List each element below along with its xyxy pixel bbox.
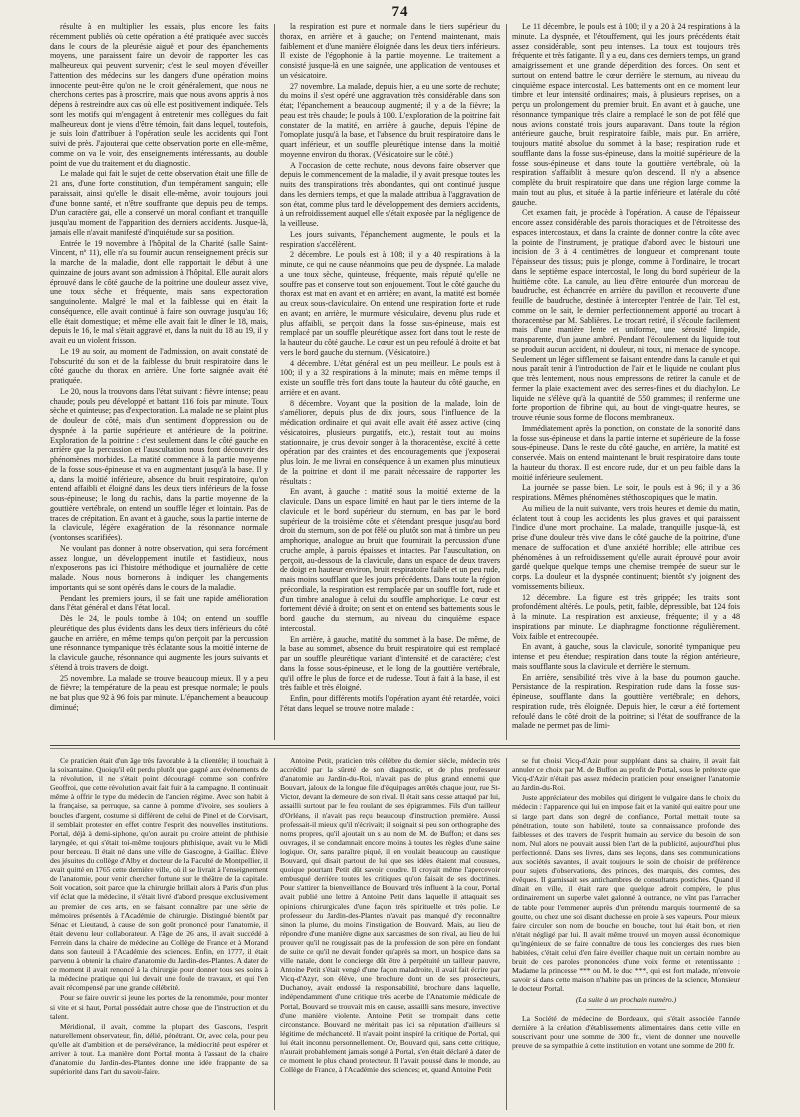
section-divider	[50, 745, 740, 746]
paragraph: 2 décembre. Le pouls est à 108; il y a 40 respirations à la minute, ce qui ne cause néanmoins que peu de dyspnée. La malade a une toux sèche, quinteuse, fréquente, mais réputé qu'elle ne souffre pas et conserve tout son enjouement. Tout le côté gauche du thorax est mat en avant et en arrière; en avant, la matité est bornée au creux sous-claviculaire. On entend une respiration forte et rude en avant; en arrière, le murmure vésiculaire, devenu plus rude et plus affaibli, se perçoit dans la fosse sus-épineuse, mais est remplacé par un souffle pleurétique assez fort dans tout le reste de la hauteur du côté gauche. Le cœur est un peu refoulé à droite et bat vers le bord gauche du sternum. (Vésicatoire.)	[280, 250, 500, 357]
paragraph: Ne voulant pas donner à notre observation, qui sera forcément assez longue, un développement inutile et fastidieux, nous n'exposerons pas ici l'histoire méthodique et journalière de cette malade. Nous nous bornerons à indiquer les changements importants qui se sont opérés dans le cours de la maladie.	[50, 543, 268, 592]
column-divider	[506, 758, 507, 1110]
section-divider	[50, 748, 740, 749]
paragraph: Le malade qui fait le sujet de cette observation était une fille de 21 ans, d'une forte constitution, d'un tempérament sanguin; elle paraissait, ainsi qu'elle le disait elle-même, avoir toujours joui d'une bonne santé, et n'être souffrante que depuis peu de temps. D'un caractère gai, elle a conservé un moral confiant et tranquille jusqu'au moment de l'apparition des derniers accidents. Jusque-là, jamais elle n'avait manifesté d'inquiétude sur sa position.	[50, 169, 268, 237]
paragraph: 12 décembre. La figure est très grippée; les traits sont profondément altérés. Le pouls, petit, faible, dépressible, bat 124 fois à la minute. La respiration est anxieuse, fréquente; il y a 48 inspirations par minute. Le diaphragme fonctionne régulièrement. Voix faible et entrecoupée.	[512, 592, 740, 641]
paragraph: Entrée le 19 novembre à l'hôpital de la Charité (salle Saint-Vincent, nº 11), elle n'a su fournir aucun renseignement précis sur la marche de la maladie, dont elle rapportait le début à une quinzaine de jours avant son admission à l'hôpital. Elle aurait alors éprouvé dans le côté gauche de la poitrine une douleur assez vive, une toux sèche et fréquente, mais sans expectoration sanguinolente. Malgré le mal et la faiblesse qui en était la conséquence, elle avait continué à faire son ouvrage jusqu'au 16; elle était domestique; et même elle avait fait le dîner le 18, mais, depuis le 16, le mal s'était aggravé et, dans la nuit du 18 au 19, il y avait eu un violent frisson.	[50, 238, 268, 345]
paragraph: Pour se faire ouvrir si jeune les portes de la renommée, pour monter si vite et si haut, Portal possédait autre chose que de l'instruction et du talent.	[50, 993, 268, 1021]
paragraph: la respiration est pure et normale dans le tiers supérieur du thorax, en arrière et à gauche; on l'entend maintenant, mais faiblement et d'une manière éloignée dans les deux tiers inférieurs. Il existe de l'égophonie à la partie moyenne. Le traitement a consisté jusque-là en une saignée, une application de ventouses et un vésicatoire.	[280, 22, 500, 80]
paragraph: Dès le 24, le pouls tombe à 104; on entend un souffle pleurétique des plus évidents dans les deux tiers inférieurs du côté gauche en arrière, en même temps qu'on perçoit par la percussion une résonnance tympanique très éclatante sous la moitié interne de la clavicule gauche, résonnance qui augmente les jours suivants et s'étend à trois travers de doigt.	[50, 614, 268, 672]
feuilleton-column-2	[280, 756, 500, 1112]
feuilleton	[0, 756, 800, 1112]
paragraph: Au milieu de la nuit suivante, vers trois heures et demie du matin, éclatent tout à coup les accidents les plus graves et qui paraissent l'indice d'une mort prochaine. La malade, tranquille jusque-là, est prise d'une douleur très vive dans le côté gauche de la poitrine, d'une menace de suffocation et d'une anxiété horrible; elle attribue ces phénomènes à un refroidissement qu'elle aurait éprouvé pour avoir gardé quelque quelque temps une chemise trempée de sueur sur le corps. La douleur et la dyspnée continuent; bientôt s'y joignent des vomissements bilieux.	[512, 503, 740, 591]
column-divider	[506, 24, 507, 740]
paragraph: En arrière, sensibilité très vive à la base du poumon gauche. Persistance de la respiration. Respiration rude dans la fosse sus-épineuse, soufflante dans la gouttière vertébrale; en dehors, respiration rude, très éloignée. Depuis hier, le cœur a été fortement refoulé dans le côté droit de la poitrine; si l'état de souffrance de la malade ne permet pas de limi-	[512, 672, 740, 731]
article-column-2	[280, 22, 500, 740]
continuation-note: (La suite à un prochain numéro.)	[575, 995, 677, 1005]
paragraph: La journée se passe bien. Le soir, le pouls est à 96; il y a 36 respirations. Mêmes phénomènes stéthoscopiques que le matin.	[512, 483, 740, 502]
paragraph: Le 19 au soir, au moment de l'admission, on avait constaté de l'obscurité du son et de la faiblesse du bruit respiratoire dans le côté gauche du thorax en arrière. Une forte saignée avait été pratiquée.	[50, 346, 268, 385]
paragraph: se fut choisi Vicq-d'Azir pour suppléant dans sa chaire, il avait fait annuler ce choix par M. de Buffon au profit de Portal, sous le prétexte que Vicq-d'Azir n'était pas assez médecin praticien pour enseigner l'anatomie au Jardin-du-Roi.	[512, 756, 740, 793]
short-divider	[586, 1009, 666, 1010]
feuilleton-column-1	[50, 756, 268, 1112]
article-column-3	[512, 22, 740, 740]
paragraph: résulte à en multiplier les essais, plus encore les faits récemment publiés où cette opération a été pratiquée avec succès dans le cours de la pleurésie aiguë et pour des épanchements moyens, une paraissent faire un devoir de rapporter les cas malheureux qui peuvent survenir; c'est le seul moyen d'éveiller l'attention des médecins sur les dangers d'une opération moins innocente peut-être qu'on ne le croit généralement, que nous ne cherchons certes pas à proscrire, mais que nous avons appris à nos dépens à restreindre aux cas où elle est positivement indiquée. Tels sont les motifs qui m'engagent à entretenir mes collègues du fait malheureux dont je viens d'être témoin, fait dans lequel, toutefois, je suis loin d'attribuer à l'opération seule les accidents qui l'ont suivi de près. J'ajouterai que cette observation porte en elle-même, comme on va le voir, des enseignements intéressants, au double point de vue du traitement et du diagnostic.	[50, 22, 268, 168]
article-column-1	[50, 22, 268, 740]
paragraph: 27 novembre. La malade, depuis hier, a eu une sorte de rechute; du moins il s'est opéré une aggravation très considérable dans son état; l'épanchement a beaucoup augmenté; il y a de la fièvre; la peau est très chaude; le pouls à 100. L'exploration de la poitrine fait constater de la matité, en arrière à gauche, depuis l'épine de l'omoplate jusqu'à la base, et l'absence du bruit respiratoire dans le quart inférieur, et un souffle pleurétique intense dans la moitié moyenne environ du thorax. (Vésicatoire sur le côté.)	[280, 81, 500, 159]
paragraph: Antoine Petit, praticien très célèbre du dernier siècle, médecin très accrédité par la sûreté de son diagnostic, et de plus professeur d'anatomie au Jardin-du-Roi, n'avait pas de plus grand ennemi que Bouvart, jaloux de la longue file d'équipages arrêtés chaque jour, rue St-Victor, devant la demeure de son rival. Il était sans cesse attaqué par lui, assailli surtout par le feu roulant de ses épigrammes. Fils d'un tailleur d'Orléans, il n'avait pas reçu beaucoup d'instruction première. Aussi professait-il mieux qu'il n'écrivait; il soignait si peu son orthographe des noms propres, qu'il ajoutait un s au nom de M. de Buffon; et dans ses ouvrages, il se condamnait encore moins à toutes les règles d'une saine logique. Or, sans paraître piqué, il en voulait beaucoup au caustique Bouvard, qui disait partout de lui que ses idées étaient mal cousues, quoique pourtant Petit dût savoir coudre. Il croyait même l'apercevoir embusqué derrière toutes les critiques qu'on faisait de ses doctrines. Pour s'attirer la bienveillance de Bouvard très influent à la cour, Portal avait publié une lettre à Antoine Petit dans laquelle il attaquait ses opinions chirurgicales d'une façon très spirituelle et très polie. Le professeur du Jardin-des-Plantes n'avait pas manqué d'y reconnaître sinon la plume, du moins l'instigation de Bouvard. Mais, au lieu de répondre d'une manière digne aux sarcasmes de son rival, au lieu de lui prouver qu'il ne rougissait pas de la profession de son père en fondant de suite ce qu'il ne devait fonder qu'après sa mort, un hospice dans sa ville natale, dont le concierge dût être à perpétuité un tailleur pauvre, Antoine Petit s'était vengé d'une façon maladroite, il avait fait écrire par Vicq-d'Azyr, son élève, une brochure dont un de ses prosecteurs, Duchanoy, avait endossé la responsabilité, brochure dans laquelle, indépendamment d'une critique très acerbe de l'Anatomie médicale de Portal, Bouvard se trouvait mis en cause, assailli sans mesure, invective d'une manière violente. Antoine Petit se trompait dans cette circonstance. Bouvard ne méritait pas ici sa réputation d'ailleurs si légitime de méchanceté. Il n'avait point inspiré la critique de Portal, qui lui était inconnu personnellement. Or, Bouvard qui, sans cette critique, n'aurait probablement jamais songé à Portal, s'en était déclaré à dater de ce moment le plus chaud protecteur. Il l'avait poussé dans le monde, au Collège de France, à l'Académie des sciences; et, quand Antoine Petit	[280, 756, 500, 1075]
page-number: 74	[391, 4, 409, 20]
paragraph: Enfin, pour différents motifs l'opération ayant été retardée, voici l'état dans lequel se trouve notre malade :	[280, 694, 500, 713]
paragraph: Les jours suivants, l'épanchement augmente, le pouls et la respiration s'accélèrent.	[280, 229, 500, 249]
paragraph: Méridional, il avait, comme la plupart des Gascons, l'esprit naturellement observateur, fin, délié, pénétrant. Or, avec cela, pour peu qu'elle ait d'ambition et de persévérance, la médiocrité peut espérer et arriver à tout. La manière dont Portal monta à l'assaut de la chaire d'anatomie du Jardin-des-Plantes donne une idée frappante de sa supériorité dans l'art du savoir-faire.	[50, 1021, 268, 1077]
paragraph: Immédiatement après la ponction, on constate de la sonorité dans la fosse sus-épineuse et dans la partie interne et supérieure de la fosse sous-épineuse. Dans le reste du côté gauche, en arrière, la matité est conservée. Mais on entend maintenant le bruit respiratoire dans toute la hauteur du thorax. Il est encore rude, dur et un peu faible dans la moitié inférieure seulement.	[512, 423, 740, 482]
paragraph: Cet examen fait, je procède à l'opération. A cause de l'épaisseur encore assez considérable des parois thoraciques et de l'étroitesse des espaces intercostaux, et dans la crainte de donner contre la côte avec la pointe de l'instrument, je pratique d'abord avec le bistouri une incision de 3 à 4 centimètres de longueur et comprenant toute l'épaisseur des tissus; puis je plonge, comme à l'ordinaire, le trocart dans le septième espace intercostal, le long du bord supérieur de la huitième côte. La canule, au lieu d'être entourée d'un morceau de baudruche, est échancrée en arrière du pavillon et recouverte d'une feuille de baudruche, destinée à intercepter l'entrée de l'air. Tel est, comme on le sait, le dernier perfectionnement apporté au trocart à thoracentèse par M. Sablières. Le trocart retiré, il s'écoule facilement mais d'une manière lente et uniforme, une sérosité limpide, transparente, d'un jaune ambré. Pendant l'écoulement du liquide tout se produit aucun accident, ni douleur, ni toux, ni menace de syncope. Seulement un léger sifflement se faisant entendre dans la canule et qui nous paraît tenir à l'introduction de l'air et le liquide ne coulant plus que très lentement, nous nous empressons de retirer la canule et de fermer la plaie exactement avec des serres-fines et du diachylon. Le liquide ne s'élève qu'à la quantité de 550 grammes; il renferme une forte proportion de fibrine qui, au bout de vingt-quatre heures, se trouve réunie sous forme de flocons membraneux.	[512, 208, 740, 422]
paragraph: Ce praticien était d'un âge très favorable à la clientèle; il touchait à la soixantaine. Quoiqu'il eût perdu plutôt que gagné aux événements de la révolution, il ne s'était point découragé comme son confrère Geoffroi, que cette révolution avait fait fuir à la campagne. Il continuait même à offrir le type du médecin de l'ancien régime. Avec son habit à la française, sa perruque, sa canne à pomme d'ivoire, ses souliers à boucles d'argent, costume si différent de celui de Pinel et de Corvisart, il semblait protester en effet contre l'esprit des nouvelles institutions. Portal, déjà à demi-siphone, qu'on aurait pu croire atteint de phthisie laryngée, et qui s'était toi-même toujours phthisique, avait vu le Midi pour berceau. Il était né dans une ville de Gascogne, à Gaillac. Élève des jésuites du collège d'Alby et docteur de la Faculté de Montpellier, il avait quitté en 1765 cette dernière ville, où il se livrait à l'enseignement de l'anatomie, pour venir chercher fortune sur le théâtre de la capitale. Soit vocation, soit parce que la chirurgie brillait alors à Paris d'un plus vif éclat que la médecine, il s'était livré d'abord presque exclusivement au premier de ces arts, en se faisant connaître par une série de mémoires présentés à l'Académie de chirurgie. Distingué bientôt par Sénac et Lieutaud, à cause de son goût prononcé pour l'anatomie, il était devenu leur collaborateur. A l'âge de 26 ans, il avait succédé à Ferrein dans la chaire de médecine au Collège de France et à Morand dans son fauteuil à l'Académie des sciences. Enfin, en 1777, il était parvenu à obtenir la chaire d'anatomie du Jardin-des-Plantes. A dater de ce moment il avait renoncé à la chirurgie pour donner tous ses soins à la médecine pratique qui lui devait une foule de travaux, et qui l'en avait récompensé par une grande célébrité.	[50, 756, 268, 993]
paragraph: 8 décembre. Voyant que la position de la malade, loin de s'améliorer, depuis plus de dix jours, sous l'influence de la médication ordinaire et qui avait elle avait été assez active (cinq vésicatoires, plusieurs purgatifs, etc.), restait tout au moins stationnaire, je crus devoir songer à la thoracentèse, excité à cette opération par des craintes et des encouragements que j'exposerai plus loin. Je me livrai en conséquence à un examen plus minutieux de la poitrine et dont il me parait nécessaire de rapporter les résultats :	[280, 398, 500, 486]
paragraph: Le 11 décembre, le pouls est à 100; il y a 20 à 24 respirations à la minute. La dyspnée, et l'étouffement, qui les jours précédents était assez considérable, sont peu intenses. La toux est toujours très fréquente et très fatigante. Il y a eu, dans ces derniers temps, un grand amaigrissement et une grande déperdition des forces. On sent et surtout on entend battre le cœur derrière le sternum, au niveau du cinquième espace intercostal. Les battements ont en ce moment leur timbre et leur intensité ordinaires; mais, à plusieurs reprises, on a perçu un prolongement du premier bruit. En avant et à gauche, une résonnance tympanique très claire a remplacé le son de pot fêlé que nous avions constaté trois jours auparavant. Dans toute la région antérieure gauche, bruit respiratoire faible, mais pur. En arrière, toujours matité absolue du sommet à la base; respiration rude et soufflante dans la fosse sus-épineuse, dans la moitié supérieure de la fosse sous-épineuse et dans toute la gouttière vertébrale, où la respiration s'affaiblit à mesure qu'on descend. Il n'y a absence complète du bruit respiratoire que dans une région large comme la main tout au plus, et située à la partie inférieure et latérale du côté gauche.	[512, 22, 740, 207]
paragraph: Le 20, nous la trouvons dans l'état suivant : fièvre intense; peau chaude; pouls peu développé et battant 116 fois par minute. Toux sèche et quinteuse; pas d'expectoration. La malade ne se plaint plus de douleur de côté, mais d'un sentiment d'oppression ou de dyspnée à la partie supérieure et antérieure de la poitrine. Exploration de la poitrine : c'est seulement dans le côté gauche en arrière que la percussion et l'auscultation nous font découvrir des phénomènes morbides. La matité commence à la partie moyenne de la fosse sous-épineuse et va en augmentant jusqu'à la base. Il y a, dans la moitié inférieure, absence du bruit respiratoire, qu'on entend affaibli et éloigné dans les deux tiers inférieurs de la fosse sous-épineuse; le long du rachis, dans la partie moyenne de la gouttière vertébrale, on entend un souffle léger et lointain. Pas de traces de crépitation. En avant et à gauche, sous la partie interne de la clavicule, légère exagération de la résonnance normale (vontonses scarifiées).	[50, 386, 268, 542]
paragraph: Juste appréciateur des mobiles qui dirigent le vulgaire dans le choix du médecin : l'apparence qui lui en impose fait et la vanité qui eaitre pour une si large part dans son degré de confiance, Portal mettait toute sa pénétration, toute son habileté, toute sa connaissance profonde des faiblesses et des travers de l'esprit humain au service du besoin de son nom. Nul alors ne pouvait aussi bien l'art de la publicité, aujourd'hui plus perfectionné. Dans ses livres, dans ses leçons, dans ses communications aux sociétés savantes, il avait toujours le soin de choisir de préférence pour sujets d'observations, des princes, des marquis, des comtes, des évêques. Il garnissait ses antichambres de consultants postiches. Quand il dînait en ville, il était rare que quelque adroit compère, le plus ordinairement un superbe valet galonné à outrance, ne vînt pas l'arracher de table pour l'emmener auprès d'un prétendu marquis tourmenté de sa goutte, ou chez une soi disant duchesse en proie à ses vapeurs. Pour mieux faire circuler son nom de bouche en bouche, tout lui était bon, et rien n'était négligé par lui. Il avait même trouvé un moyen aussi économique qu'ingénieux de se faire connaître de tous les concierges des rues bien habitées, c'était celui d'en faire éveiller chaque nuit un certain nombre au bruit de ces paroles prononcées d'une voix ferme et retentissante : Madame la princesse *** ou M. le duc ***, qui est fort malade, m'envoie savoir si dans cette maison n'habite pas un princes de la science, Monsieur le docteur Portal.	[512, 793, 740, 994]
paragraph: Pendant les premiers jours, il se fait une rapide amélioration dans l'état général et dans l'état local.	[50, 593, 268, 613]
paragraph: 25 novembre. La malade se trouve beaucoup mieux. Il y a peu de fièvre; la température de la peau est presque normale; le pouls ne bat plus que 92 à 96 fois par minute. L'épanchement a beaucoup diminué;	[50, 673, 268, 712]
paragraph: La Société de médecine de Bordeaux, qui s'était associée l'année dernière à la création d'établissements alimentaires dans cette ville en souscrivant pour une somme de 300 fr., vient de donner une nouvelle preuve de sa sympathie à cette institution en votant une somme de 200 fr.	[512, 1013, 740, 1050]
paragraph: En avant, à gauche : matité sous la moitié externe de la clavicule. Dans un espace limité en haut par le tiers interne de la clavicule et le bord supérieur du sternum, en bas par le bord supérieur de la troisième côte et s'étendant presque jusqu'au bord droit du sternum, son de pot fêlé ou plutôt son mat à timbre un peu amphorique, analogue au bruit que fournirait la percussion d'une cruche ample, à parois épaisses et intactes. Par l'auscultation, on perçoit, au-dessous de la clavicule, dans un espace de deux travers de doigt en hauteur environ, bruit respiratoire faible et un peu rude, mais moins soufflant que les jours précédents. Dans toute la région précordiale, la respiration est remplacée par un souffle fort, rude et d'un timbre analogue à celui du souffle amphorique. Le cœur est fortement dévié à droite; on sent et on entend ses battements sous le bord gauche du sternum, au niveau du cinquième espace intercostal.	[280, 487, 500, 633]
paragraph: En avant, à gauche, sous la clavicule, sonorité tympanique peu intense et peu étendue; respiration dans toute la région antérieure, mais soufflante sous la clavicule et derrière le sternum.	[512, 642, 740, 671]
paragraph: A l'occasion de cette rechute, nous devons faire observer que depuis le commencement de la maladie, il y avait presque toutes les nuits des transpirations très abondantes, qui ont continué jusque dans les derniers temps, et que la malade attribua à l'aggravation de son état, comme plus tard le développement des derniers accidents, à un refroidissement auquel elle s'était exposée par la négligence de la veilleuse.	[280, 160, 500, 228]
column-divider	[274, 758, 275, 1110]
paragraph: En arrière, à gauche, matité du sommet à la base. De même, de la base au sommet, absence du bruit respiratoire qui est remplacé par un souffle pleurétique variant d'intensité et de caractère; c'est dans la fosse sous-épineuse, et le long de la gouttière vertébrale, qu'il offre le plus de force et de rudesse. Tout à fait à la base, il est très faible et très éloigné.	[280, 634, 500, 693]
paragraph: 4 décembre. L'état général est un peu meilleur. Le pouls est à 100; il y a 32 respirations à la minute; mais en même temps il existe un souffle très fort dans toute la hauteur du côté gauche, en arrière et en avant.	[280, 358, 500, 397]
medical-article	[0, 22, 800, 740]
feuilleton-column-3	[512, 756, 740, 1112]
column-divider	[274, 24, 275, 740]
